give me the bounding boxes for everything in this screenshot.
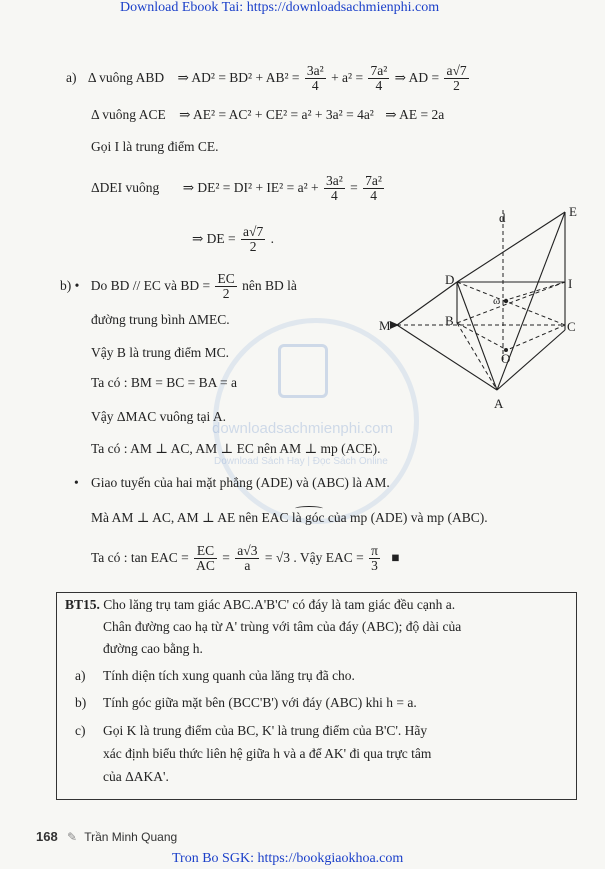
part-b-line-7: Giao tuyến của hai mặt phẳng (ADE) và (ABC) là AM. — [91, 475, 390, 490]
author-name: Trần Minh Quang — [84, 830, 178, 844]
part-b-line-3: Vậy B là trung điểm MC. — [91, 345, 229, 360]
part-a-dei-line: ΔDEI vuông ⇒ DE² = DI² + IE² = a² + $\frac{\text{3a²}}{4}$ = $\frac{\text{7a²}}{4}$ — [91, 173, 382, 204]
watermark-site: downloadsachmienphi.com — [212, 420, 393, 437]
part-b-line-9: Ta có : tan EAC = $\frac{EC}{AC}$ = $\frac{a√3}{a}$ = √3 . Vậy EAC = $\frac{\pi}{3}$ ■ — [91, 543, 400, 574]
fig-label-d-line: d — [499, 210, 506, 225]
fig-label-o: O — [501, 351, 511, 366]
part-b-line-2: đường trung bình ΔMEC. — [91, 312, 230, 327]
page-number: 168 — [36, 829, 58, 844]
arrow-m-icon — [390, 321, 399, 329]
fig-label-m: M — [379, 318, 391, 333]
exercise-box — [56, 592, 577, 800]
exercise-a-text: Tính diện tích xung quanh của lăng trụ đã cho. — [103, 668, 355, 683]
header-download-link[interactable]: Download Ebook Tai: https://downloadsachmienphi.com — [120, 0, 440, 15]
part-b-line-8: Mà AM ⊥ AC, AM ⊥ AE nên EAC là góc của mp (ADE) và mp (ABC). — [91, 510, 488, 525]
exercise-line-2: Chân đường cao hạ từ A' trùng với tâm của đáy (ABC); độ dài của — [103, 619, 462, 634]
part-b-line-4: Ta có : BM = BC = BA = a — [91, 375, 238, 390]
exercise-c-text-2: xác định biểu thức liên hệ giữa h và a để AK' đi qua trực tâm — [103, 746, 432, 761]
watermark-notebook-icon — [278, 344, 328, 398]
part-b-line-6: Ta có : AM ⊥ AC, AM ⊥ EC nên AM ⊥ mp (ACE). — [91, 441, 381, 456]
exercise-line-3: đường cao bằng h. — [103, 641, 203, 656]
footer-sgk-link[interactable]: Tron Bo SGK: https://bookgiaokhoa.com — [172, 851, 404, 866]
footer-ornament-icon: ✎ — [67, 830, 78, 844]
page-footer — [36, 829, 177, 844]
fig-label-omega: ω — [493, 295, 501, 307]
part-a-goi-line: Gọi I là trung điểm CE. — [91, 139, 219, 154]
exercise-b-label: b) — [75, 695, 87, 710]
exercise-b-text: Tính góc giữa mặt bên (BCC'B') với đáy (ABC) khi h = a. — [103, 695, 417, 710]
fig-label-c: C — [567, 319, 576, 334]
exercise-line-1: BT15. Cho lăng trụ tam giác ABC.A'B'C' có đáy là tam giác đều cạnh a. — [65, 597, 456, 612]
part-a-de-line: ⇒ DE = $\frac{a√7}{2}$ . — [192, 224, 274, 255]
part-a-ace-line: Δ vuông ACE ⇒ AE² = AC² + CE² = a² + 3a² = 4a² ⇒ AE = 2a — [91, 107, 445, 122]
exercise-c-label: c) — [75, 723, 86, 738]
exercise-c-text-1: Gọi K là trung điểm của BC, K' là trung điểm của B'C'. Hãy — [103, 723, 428, 738]
angle-hat — [295, 506, 323, 511]
exercise-c-text-3: của ΔAKA'. — [103, 769, 169, 784]
part-b-line-1: b) • Do BD // EC và BD = $\frac{EC}{2}$ nên BD là — [60, 271, 297, 302]
fig-label-d: D — [445, 272, 455, 287]
exercise-a-label: a) — [75, 668, 86, 683]
fig-label-i: I — [568, 276, 573, 291]
watermark-tagline: Download Sách Hay | Đọc Sách Online — [214, 456, 388, 467]
fig-label-e: E — [569, 204, 577, 219]
part-a-abd-line: a) Δ vuông ABD ⇒ AD² = BD² + AB² = $\frac{\text{3a²}}{4}$ + a² = $\frac{\text{7a²}}{4}$ ⇒ AD = $\frac{a√7}{2}$ — [66, 63, 467, 94]
fig-label-a: A — [494, 396, 504, 411]
part-b-bullet-2: • — [74, 475, 79, 490]
geometry-figure — [375, 200, 595, 415]
part-b-line-5: Vậy ΔMAC vuông tại A. — [91, 409, 227, 424]
fig-label-b: B — [445, 313, 454, 328]
